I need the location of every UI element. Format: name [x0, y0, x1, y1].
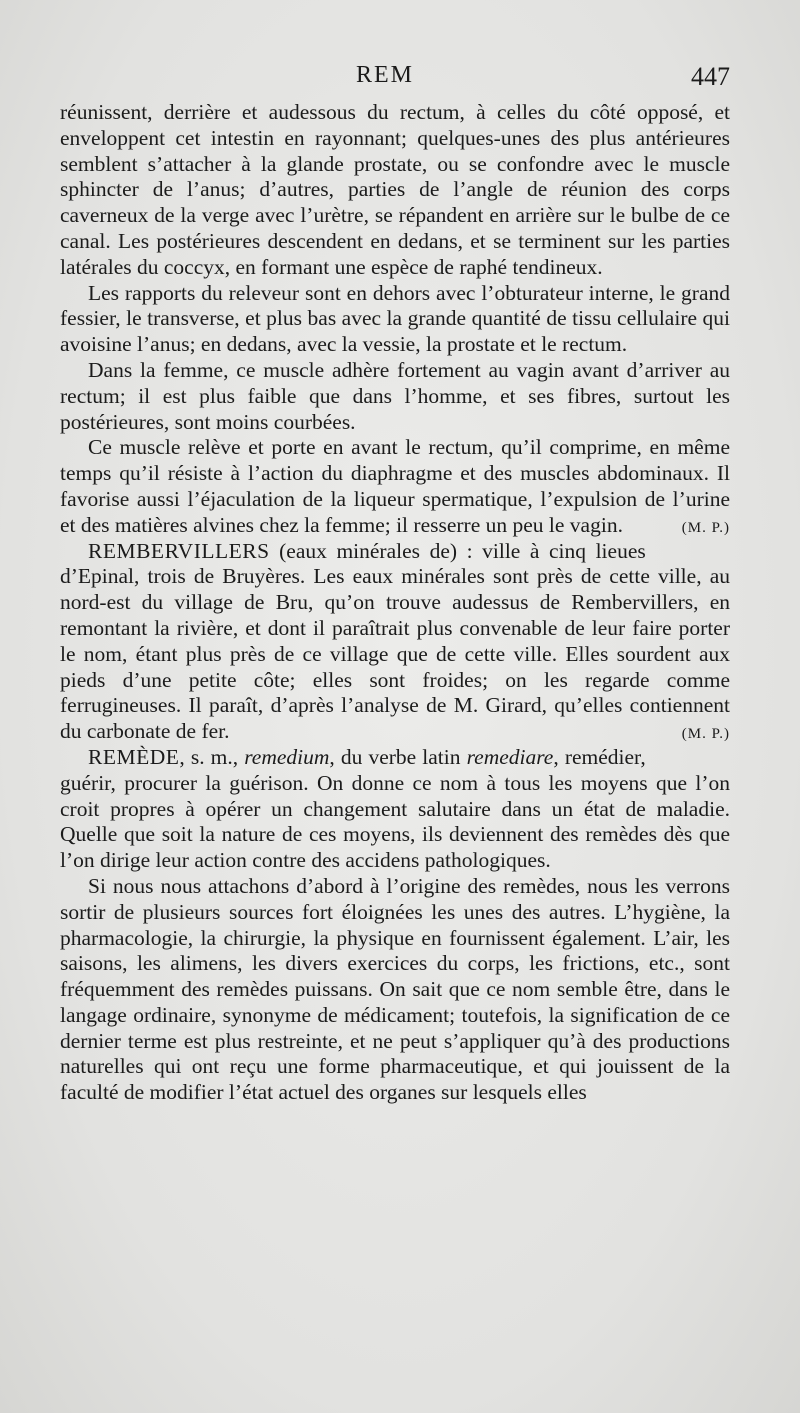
paragraph-rapports: Les rapports du releveur sont en dehors avec l’obturateur interne, le grand fessier, le transverse, et plus bas avec la grande quantité de tissu cellulaire qui avoisine l’anus; en dedans, avec la vessie, la prostate et le rectum. — [60, 280, 730, 357]
paragraph-femme: Dans la femme, ce muscle adhère fortement au vagin avant d’arriver au rectum; il est plus faible que dans l’homme, et ses fibres, surtout les postérieures, sont moins courbées. — [60, 357, 730, 434]
entry-rembervillers — [60, 539, 730, 745]
body-text — [60, 100, 730, 1106]
entry-headword: REMBERVILLERS — [88, 538, 270, 563]
paragraph-origine: Si nous nous attachons d’abord à l’origine des remèdes, nous les verrons sortir de plusieurs sources fort éloignées les unes des autres. L’hygiène, la pharmacologie, la chirurgie, la physique en fournissent également. L’air, les saisons, les alimens, les divers exercices du corps, les frictions, etc., sont fréquemment des remèdes puissans. On sait que ce nom semble être, dans le langage ordinaire, synonyme de médicament; toutefois, la signification de ce dernier terme est plus restreinte, et ne peut s’appliquer qu’à des productions naturelles qui ont reçu une forme pharmaceutique, et qui jouissent de la faculté de modifier l’état actuel des organes sur lesquels elles — [60, 873, 730, 1105]
latin-term: remedium — [244, 744, 330, 769]
page-number: 447 — [691, 62, 730, 91]
entry-headword: REMÈDE — [88, 744, 180, 769]
entry-text: , du verbe latin — [329, 744, 467, 769]
entry-text: , remédier, guérir, procurer la guérison. On donne ce nom à tous les moyens que l’on croit propres à opérer un changement salutaire dans un état de maladie. Quelle que soit la nature de ces moyens, ils deviennent des remèdes dès que l’on dirige leur action contre des accidens pathologiques. — [60, 744, 730, 873]
paragraph-fonction — [60, 435, 730, 538]
author-signature: (M. P.) — [681, 519, 730, 536]
latin-term: remediare — [466, 744, 554, 769]
author-signature: (M. P.) — [681, 726, 730, 743]
entry-text: (eaux minérales de) : ville à cinq lieues d’Epinal, trois de Bruyères. Les eaux minérales sont près de cette ville, au nord-est du village de Bru, qu’on trouve audessus de Rembervillers, en remontant la rivière, et dont il paraîtrait plus convenable de leur faire porter le nom, étant plus près de ce village que de cette ville. Elles sourdent aux pieds d’une petite côte; elles sont froides; on les regarde comme ferrugineuses. Il paraît, d’après l’analyse de M. Girard, qu’elles contiennent du carbonate de fer. — [60, 538, 730, 744]
paragraph-continuation: réunissent, derrière et audessous du rectum, à celles du côté opposé, et enveloppent cet intestin en rayonnant; quelques-unes des plus antérieures semblent s’attacher à la glande prostate, ou se confondre avec le muscle sphincter de l’anus; d’autres, parties de l’angle de réunion des corps caverneux de la verge avec l’urètre, se répandent en arrière sur le bulbe de ce canal. Les postérieures descendent en dedans, et se terminent sur les parties latérales du coccyx, en formant une espèce de raphé tendineux. — [60, 100, 730, 279]
running-head: REM — [356, 62, 415, 88]
page-header — [60, 62, 730, 96]
entry-text: , s. m., — [179, 744, 245, 769]
paragraph-fonction-text: Ce muscle relève et porte en avant le rectum, qu’il comprime, en même temps qu’il résiste à l’action du diaphragme et des muscles abdominaux. Il favorise aussi l’éjaculation de la liqueur spermatique, l’expulsion de l’urine et des matières alvines chez la femme; il resserre un peu le vagin. — [60, 435, 730, 537]
entry-remede — [60, 745, 730, 874]
